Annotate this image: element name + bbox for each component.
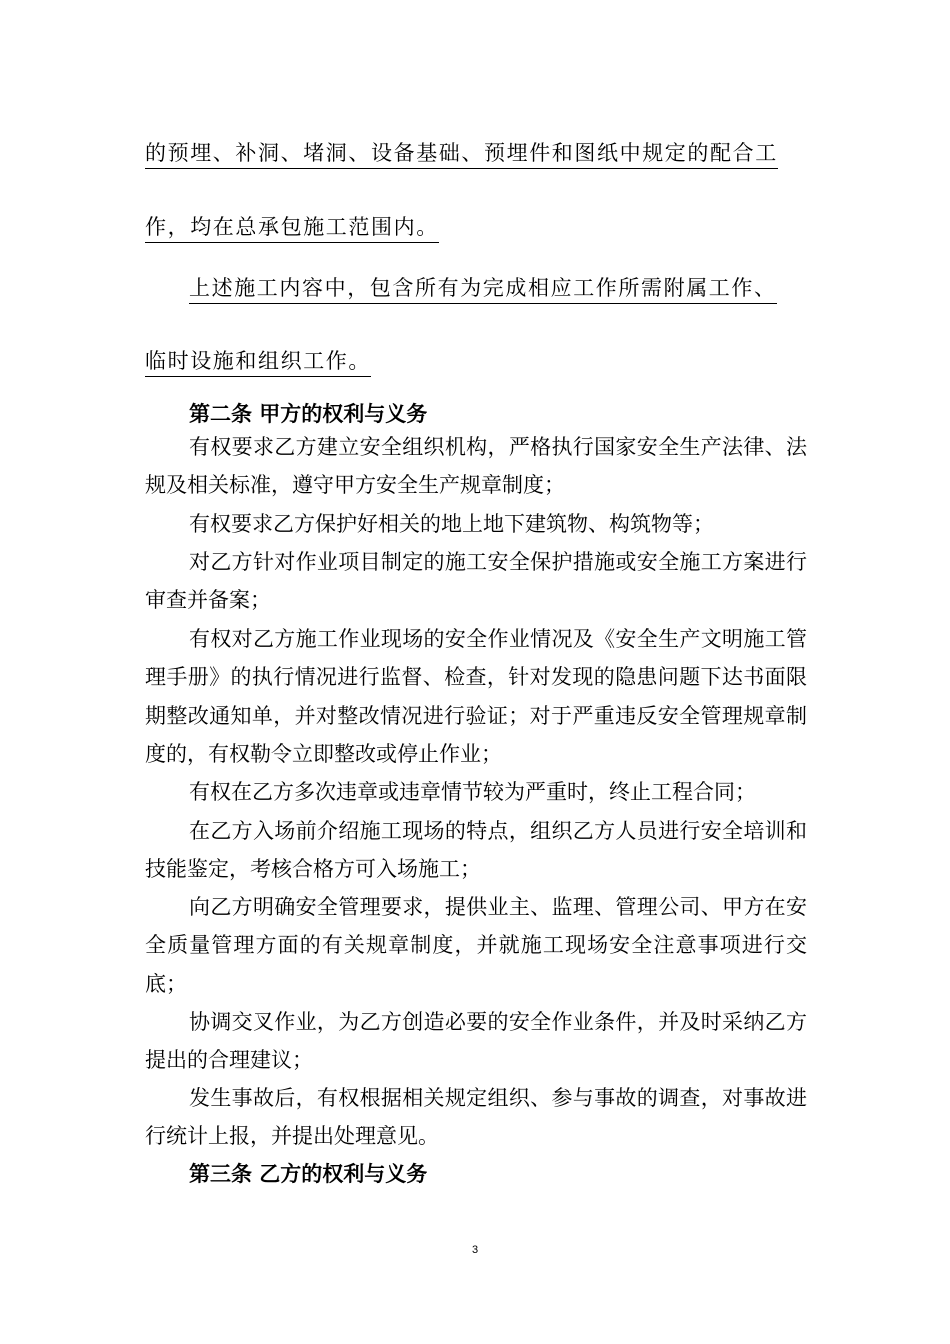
section-2-paragraph: 向乙方明确安全管理要求，提供业主、监理、管理公司、甲方在安全质量管理方面的有关规章制度，并就施工现场安全注意事项进行交底； — [145, 895, 807, 996]
section-2-paragraph: 协调交叉作业，为乙方创造必要的安全作业条件，并及时采纳乙方提出的合理建议； — [145, 1010, 807, 1073]
page-number: 3 — [471, 1244, 479, 1256]
section-2-paragraph: 发生事故后，有权根据相关规定组织、参与事故的调查，对事故进行统计上报，并提出处理意见。 — [145, 1086, 807, 1149]
underlined-line-1: 的预埋、补洞、堵洞、设备基础、预埋件和图纸中规定的配合工 — [145, 138, 778, 169]
section-2-paragraph: 对乙方针对作业项目制定的施工安全保护措施或安全施工方案进行审查并备案； — [145, 550, 807, 613]
section-2-paragraph: 有权对乙方施工作业现场的安全作业情况及《安全生产文明施工管理手册》的执行情况进行监督、检查，针对发现的隐患问题下达书面限期整改通知单，并对整改情况进行验证；对于严重违反安全管理规章制度的，有权勒令立即整改或停止作业； — [145, 627, 807, 766]
section-2-paragraph: 有权要求乙方建立安全组织机构，严格执行国家安全生产法律、法规及相关标准，遵守甲方安全生产规章制度； — [145, 435, 807, 498]
underlined-line-2: 作，均在总承包施工范围内。 — [145, 212, 439, 243]
section-2-heading: 第二条 甲方的权利与义务 — [189, 402, 428, 426]
section-3-heading: 第三条 乙方的权利与义务 — [189, 1162, 428, 1186]
section-2-paragraph: 在乙方入场前介绍施工现场的特点，组织乙方人员进行安全培训和技能鉴定，考核合格方可入场施工； — [145, 819, 807, 882]
underlined-line-4: 临时设施和组织工作。 — [145, 346, 371, 377]
section-2-paragraph: 有权要求乙方保护好相关的地上地下建筑物、构筑物等； — [189, 512, 714, 536]
underlined-line-3: 上述施工内容中，包含所有为完成相应工作所需附属工作、 — [189, 273, 777, 304]
section-2-paragraph: 有权在乙方多次违章或违章情节较为严重时，终止工程合同； — [189, 780, 756, 804]
